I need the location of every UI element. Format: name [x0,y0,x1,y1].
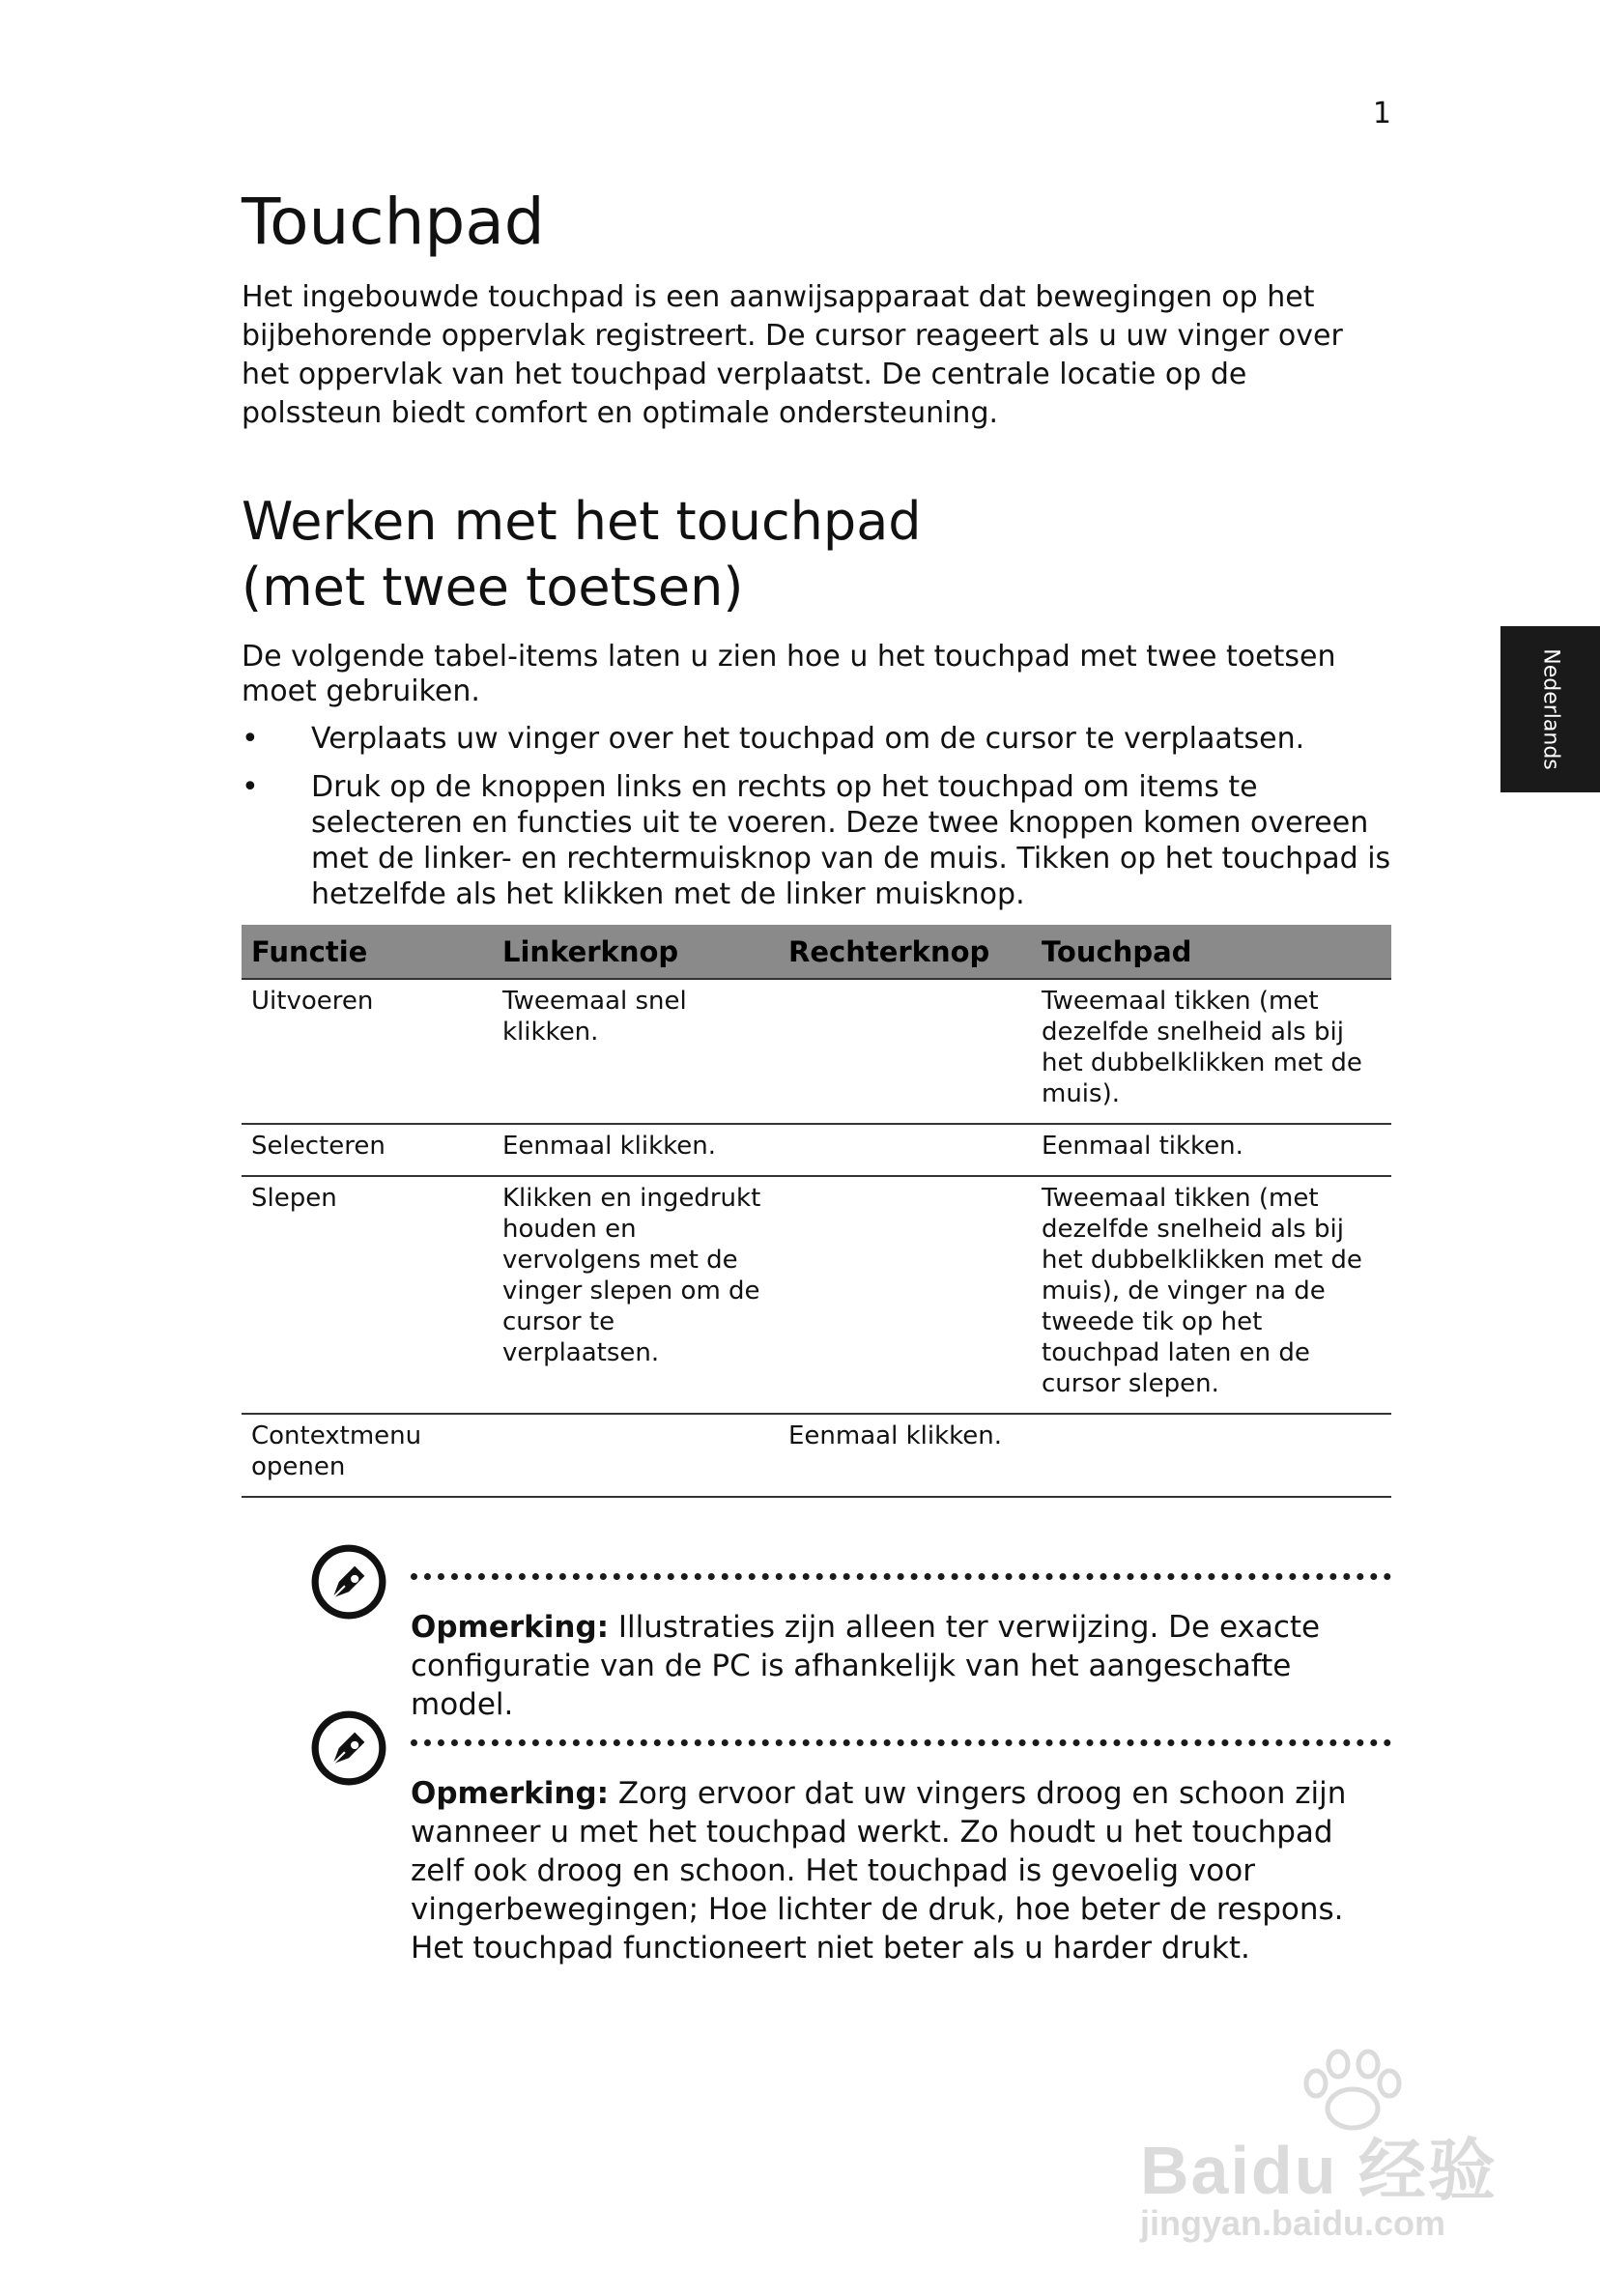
table-cell: Eenmaal klikken. [493,1124,779,1176]
bullet-marker: • [242,770,259,804]
table-row [242,1124,1391,1176]
bullet-text: Verplaats uw vinger over het touchpad om de cursor te verplaatsen. [311,722,1305,756]
main-content [242,184,1391,1498]
table-cell: Eenmaal tikken. [1032,1124,1391,1176]
table-row [242,1414,1391,1497]
note-pen-icon [309,1708,388,1788]
watermark-brand: Baidu 经验 [1140,2133,1498,2208]
section-heading-line2: (met twee toetsen) [242,557,744,617]
language-tab-label: Nederlands [1538,648,1562,770]
table-cell: Klikken en ingedrukt houden en vervolgens met de vinger slepen om de cursor te verplaatsen. [493,1176,779,1414]
column-header: Touchpad [1032,925,1391,979]
section-heading [242,489,1391,620]
table-cell: Tweemaal snel klikken. [493,979,779,1124]
table-cell [779,1124,1032,1176]
note-pen-icon [309,1542,388,1622]
column-header: Functie [242,925,493,979]
table-cell: Eenmaal klikken. [779,1414,1032,1497]
section-heading-line1: Werken met het touchpad [242,491,922,552]
note-divider [411,1573,1391,1580]
function-table [242,925,1391,1498]
table-cell: Selecteren [242,1124,493,1176]
note-label: Opmerking: [411,1776,610,1811]
column-header: Rechterknop [779,925,1032,979]
note-text [411,1774,1391,1967]
bullet-list [242,721,1391,912]
table-cell: Slepen [242,1176,493,1414]
note-block [309,1542,1391,1722]
intro-paragraph: Het ingebouwde touchpad is een aanwijsapparaat dat bewegingen op het bijbehorende oppervlak registreert. De cursor reageert als u uw vinger over het oppervlak van het touchpad verplaatst. De centrale locatie op de polssteun biedt comfort en optimale ondersteuning. [242,280,1343,430]
note-divider [411,1739,1391,1746]
table-header-row [242,925,1391,979]
table-cell [1032,1414,1391,1497]
note-body: Illustraties zijn alleen ter verwijzing. De exacte configuratie van de PC is afhankelijk van het aangeschafte model. [411,1610,1321,1722]
table-cell [493,1414,779,1497]
note-block [309,1708,1391,1989]
table-cell [779,1176,1032,1414]
baidu-watermark [1121,2049,1527,2252]
watermark-url: jingyan.baidu.com [1140,2203,1446,2243]
section-lead: De volgende tabel-items laten u zien hoe u het touchpad met twee toetsen moet gebruiken. [242,640,1336,708]
language-tab [1500,626,1600,792]
table-cell: Contextmenu openen [242,1414,493,1497]
table-cell: Tweemaal tikken (met dezelfde snelheid als bij het dubbelklikken met de muis). [1032,979,1391,1124]
page-title: Touchpad [242,185,545,259]
bullet-item [242,721,1391,757]
table-cell: Uitvoeren [242,979,493,1124]
bullet-item [242,769,1391,912]
note-body: Zorg ervoor dat uw vingers droog en schoon zijn wanneer u met het touchpad werkt. Zo houdt u het touchpad zelf ook droog en schoon. Het touchpad is gevoelig voor vingerbewegingen; Hoe lichter de druk, hoe beter de respons. Het touchpad functioneert niet beter als u harder drukt. [411,1776,1347,1966]
page-number: 1 [1372,97,1391,130]
column-header: Linkerknop [493,925,779,979]
table-row [242,979,1391,1124]
table-row [242,1176,1391,1414]
bullet-text: Druk op de knoppen links en rechts op het touchpad om items te selecteren en functies uit te voeren. Deze twee knoppen komen overeen met de linker- en rechtermuisknop van de muis. Tikken op het touchpad is hetzelfde als het klikken met de linker muisknop. [311,770,1391,911]
table-cell: Tweemaal tikken (met dezelfde snelheid als bij het dubbelklikken met de muis), de vinger na de tweede tik op het touchpad laten en de cursor slepen. [1032,1176,1391,1414]
table-cell [779,979,1032,1124]
bullet-marker: • [242,722,259,756]
note-text [411,1608,1391,1724]
note-label: Opmerking: [411,1610,610,1645]
